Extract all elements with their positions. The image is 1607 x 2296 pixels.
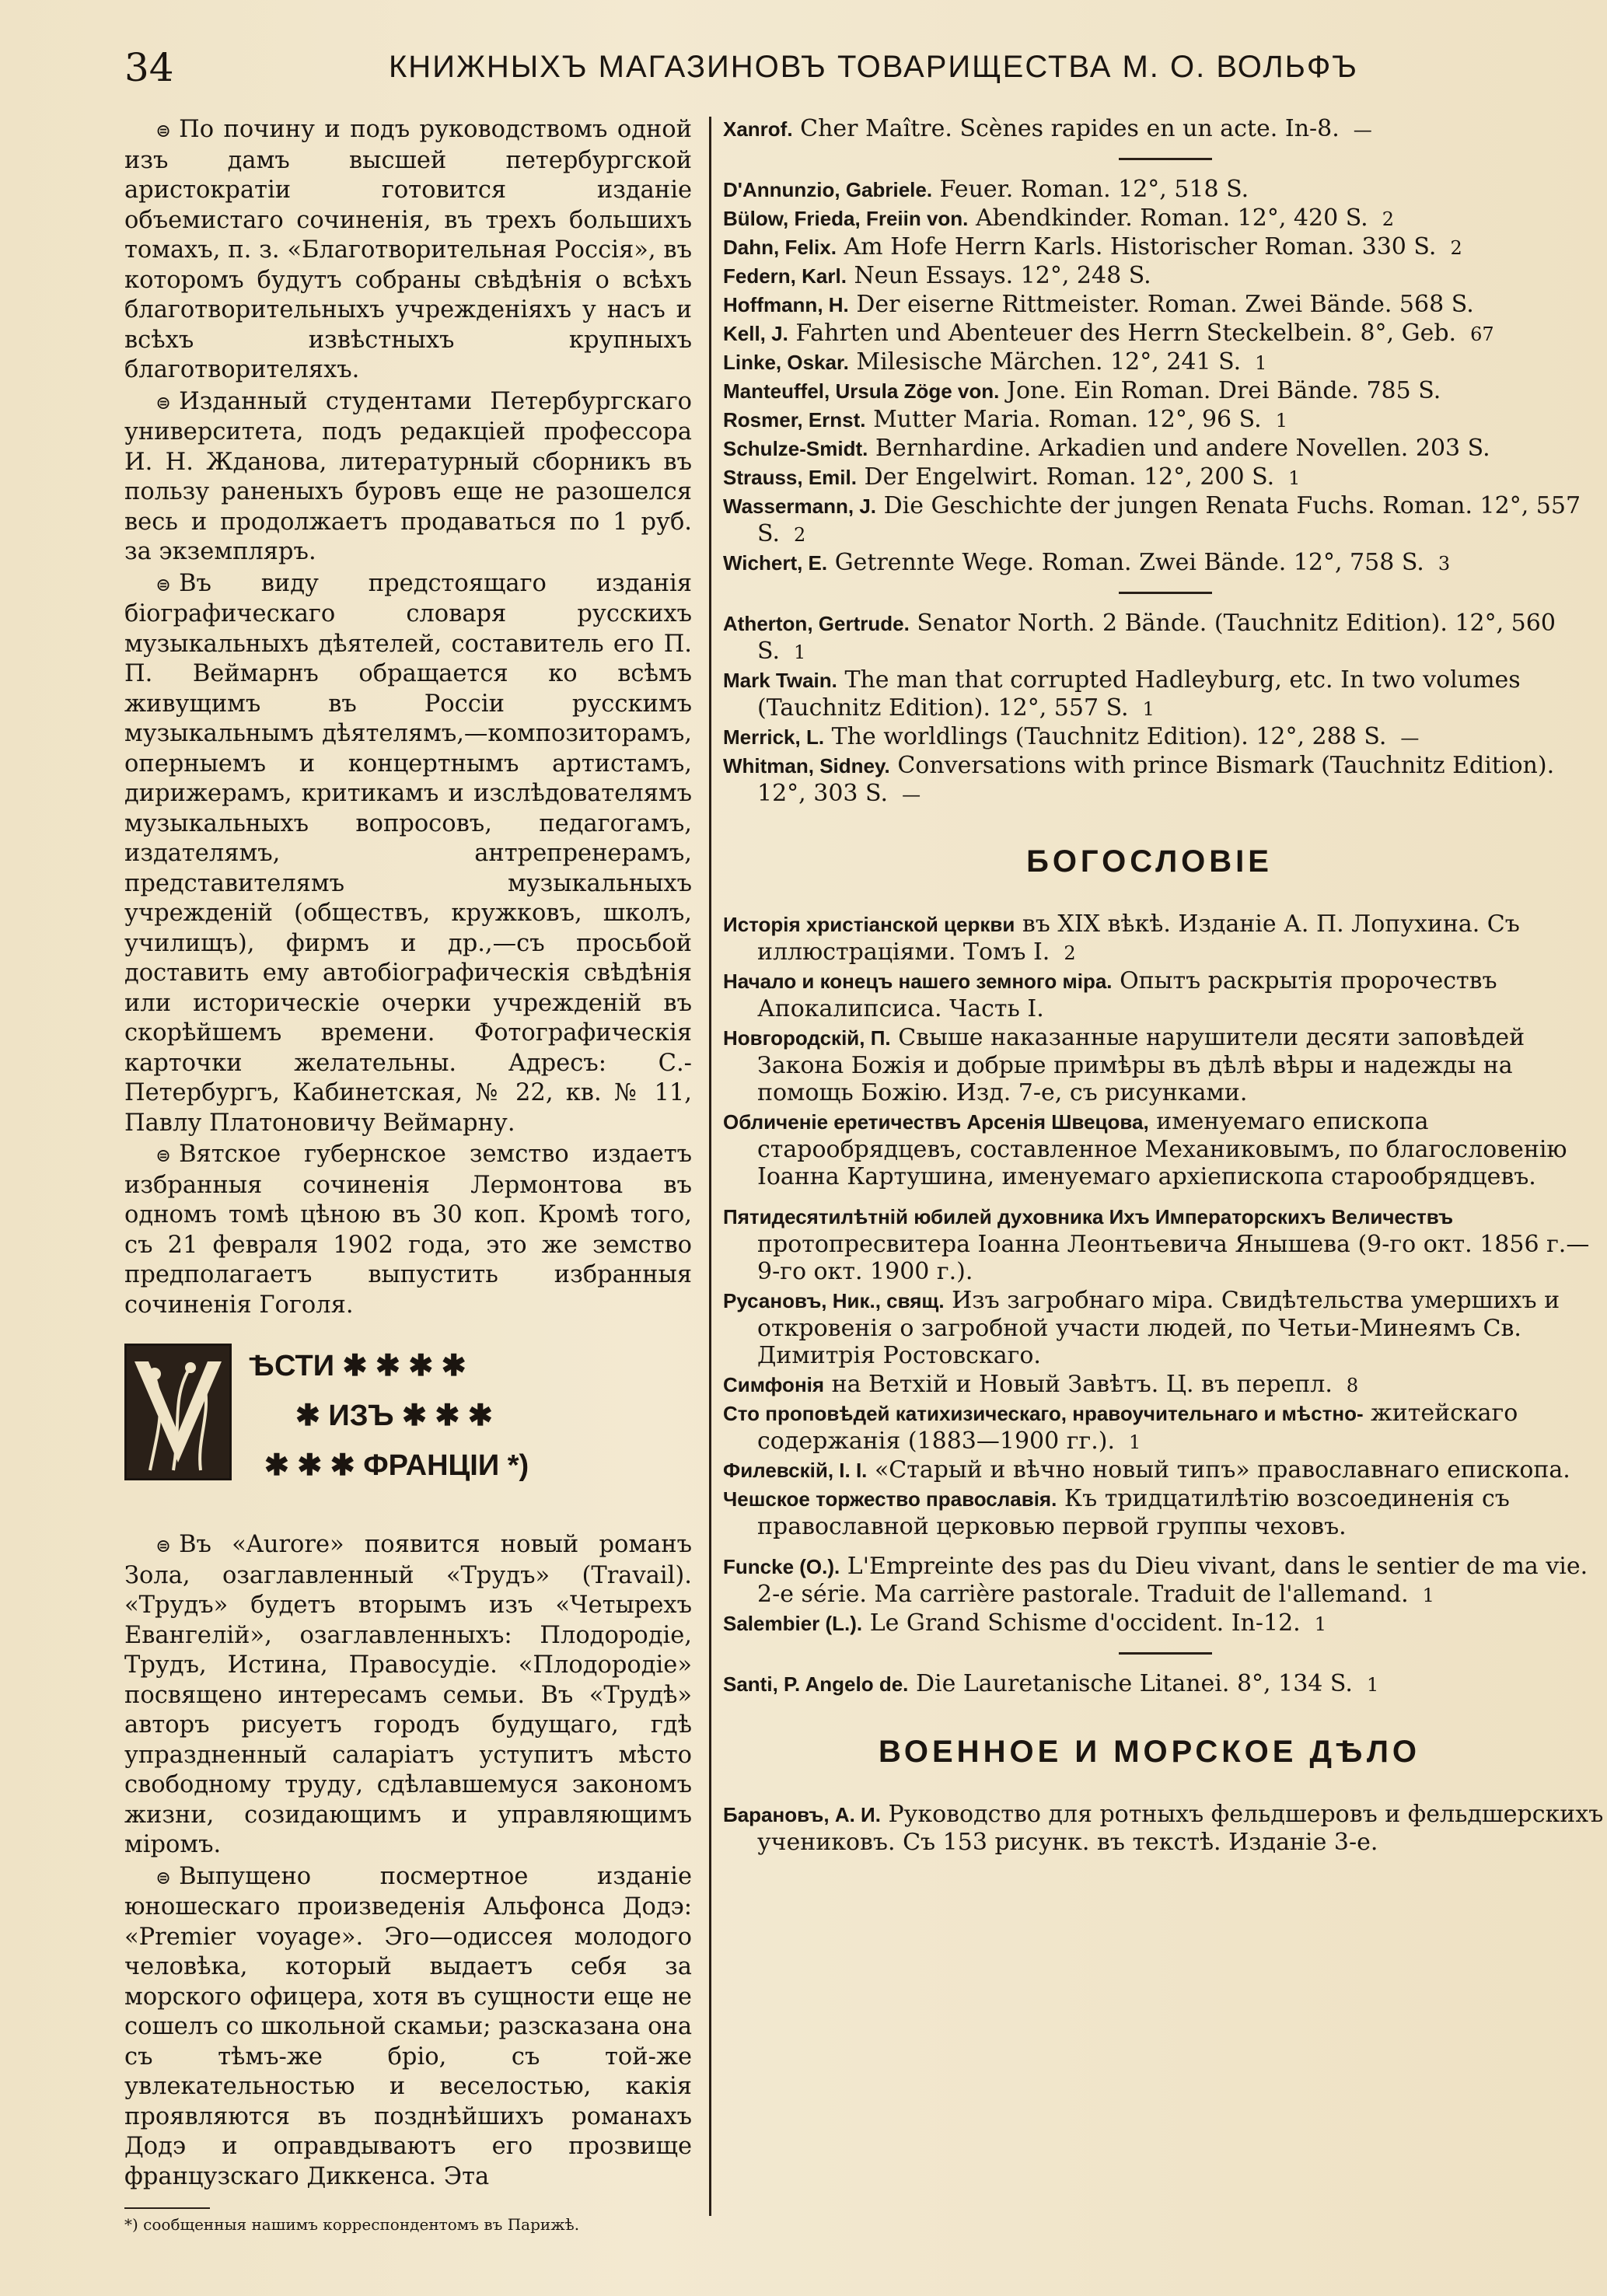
catalog-entry: [723, 406, 1607, 435]
section-heading-theology: БОГОСЛОВIЕ: [1026, 844, 1273, 879]
paragraph: [124, 569, 692, 1139]
entry-price: —: [1353, 119, 1372, 141]
paragraph: [124, 115, 692, 386]
entry-title: Cher Maître. Scènes rapides en un acte. In-8.: [800, 115, 1340, 142]
entry-author: Rosmer, Ernst.: [723, 408, 866, 432]
entry-title: житейскаго содержанiя (1883—1900 гг.).: [757, 1400, 1518, 1455]
entries-french: [723, 115, 1607, 144]
entry-title: Milesische Märchen. 12°, 241 S.: [856, 348, 1242, 376]
catalog-entry: [723, 1456, 1607, 1485]
entry-author: Kell, J.: [723, 322, 788, 345]
entry-price: 3: [1438, 553, 1451, 575]
column-divider: [709, 117, 711, 2216]
entry-price: [1536, 1167, 1550, 1189]
catalog-entry: [723, 549, 1607, 578]
entry-title: Изъ загробнаго мiра. Свидѣтельства умершихъ и откровенiя о загробной участи людей, по Четьи-Минеямъ Св. Димитрiя Ростовскаго.: [757, 1287, 1560, 1369]
entry-author: Schulze-Smidt.: [723, 437, 868, 460]
catalog-entry: [723, 1287, 1607, 1371]
paragraph-mark-icon: ⊜: [155, 1866, 172, 1889]
catalog-entry: [723, 348, 1607, 377]
catalog-entry: [723, 435, 1607, 463]
entry-title: Abendkinder. Roman. 12°, 420 S.: [975, 204, 1368, 232]
paragraph-mark-icon: ⊜: [155, 573, 172, 596]
section-rule: [1119, 158, 1212, 160]
paragraph-mark-icon: ⊜: [155, 1145, 172, 1166]
entry-author: Филевскiй, I. I.: [723, 1459, 868, 1482]
catalog-entry: [723, 291, 1607, 320]
entry-price: [1490, 439, 1504, 460]
entry-author: Русановъ, Ник., свящ.: [723, 1289, 945, 1312]
entry-price: 1: [1255, 352, 1267, 374]
entry-price: 2: [794, 524, 806, 546]
entry-author: Wassermann, J.: [723, 494, 877, 518]
entry-title: на Ветхiй и Новый Завѣтъ. Ц. въ перепл.: [831, 1371, 1333, 1398]
catalog-entry: [723, 463, 1607, 492]
entry-price: [1347, 1517, 1361, 1539]
paragraph-text: По почину и подъ руководствомъ одной изъ дамъ высшей петербургской аристократiи готовится изданiе объемистаго сочиненiя, въ трехъ большихъ томахъ, п. з. «Благотворительная Россiя», въ которомъ будутъ собраны свѣдѣнiя о всѣхъ благотворительныхъ учрежденiяхъ у насъ и всѣхъ извѣстныхъ крупныхъ благотворителяхъ.: [124, 116, 692, 383]
paragraph-text: Вятское губернское земство издаетъ избранныя сочиненiя Лермонтова въ одномъ томѣ цѣною въ 30 коп. Кромѣ того, съ 21 февраля 1902 года, это же земство предполагаетъ выпустить избранныя сочиненiя Гоголя.: [124, 1141, 692, 1319]
entry-price: 2: [1450, 237, 1462, 259]
entry-price: 1: [1128, 1431, 1141, 1453]
right-column: [723, 115, 1607, 1857]
entry-price: 1: [1366, 1674, 1379, 1696]
entry-price: 2: [1382, 208, 1394, 230]
entry-title: Die Geschichte der jungen Renata Fuchs. Roman. 12°, 557 S.: [757, 492, 1581, 547]
catalog-entry: [723, 1801, 1607, 1857]
entry-author: Новгородскiй, П.: [723, 1026, 891, 1050]
paragraph-text: Въ «Aurore» появится новый романъ Зола, озаглавленный «Трудъ» (Travail). «Трудъ» будетъ вторымъ изъ «Четырехъ Евангелiй», озаглавленныхъ: Плодородiе, Трудъ, Истина, Правосудiе. «Плодородiе» посвящено интересамъ семьи. Въ «Трудѣ» авторъ рисуетъ городъ будущаго, гдѣ упраздненный саларiатъ уступитъ мѣсто свободному труду, сдѣлавшемуся закономъ жизни, созидающимъ и управляющимъ мiромъ.: [124, 1531, 692, 1858]
entry-price: 1: [794, 641, 806, 663]
entry-price: [1247, 1083, 1261, 1105]
entry-author: Salembier (L.).: [723, 1612, 863, 1635]
entry-price: 1: [1288, 467, 1301, 489]
catalog-entry: [723, 1400, 1607, 1456]
entry-title: именуемаго епископа старообрядцевъ, составленное Механиковымъ, по благословенiю Iоанна Картушина, именуемаго архiепископа старообрядцевъ.: [757, 1108, 1567, 1190]
entry-title: Feuer. Roman. 12°, 518 S.: [939, 176, 1249, 203]
theology-entries-3: [723, 1553, 1607, 1638]
catalog-entry: [723, 1024, 1607, 1108]
catalog-entry: [723, 176, 1607, 204]
entry-author: Начало и конецъ нашего земного мiра.: [723, 970, 1113, 993]
entry-author: Обличенiе еретичествъ Арсенiя Швецова,: [723, 1110, 1149, 1134]
catalog-entry: [723, 1609, 1607, 1638]
footnote: *) сообщенныя нашимъ корреспондентомъ въ Парижѣ.: [124, 2215, 580, 2234]
running-title: КНИЖНЫХЪ МАГАЗИНОВЪ ТОВАРИЩЕСТВА М. О. ВОЛЬФЪ: [389, 50, 1358, 84]
entry-title: Опытъ раскрытiя пророчествъ Апокалипсиса. Часть I.: [757, 967, 1497, 1022]
entry-author: Xanrof.: [723, 117, 793, 141]
entry-price: [1044, 999, 1058, 1021]
paragraph: [124, 1140, 692, 1320]
entry-price: —: [1400, 727, 1420, 749]
catalog-entry: [723, 1108, 1607, 1192]
catalog-entry: [723, 1485, 1607, 1542]
entry-title: Am Hofe Herrn Karls. Historischer Roman. 330 S.: [844, 233, 1437, 260]
catalog-entry: [723, 967, 1607, 1024]
entry-title: Senator North. 2 Bände. (Tauchnitz Edition). 12°, 560 S.: [757, 610, 1556, 665]
section-rule: [1119, 1652, 1212, 1655]
entries-english: [723, 610, 1607, 809]
entry-title: Getrennte Wege. Roman. Zwei Bände. 12°, 758 S.: [834, 549, 1424, 576]
ornamental-initial-V: [124, 1344, 232, 1480]
catalog-entry: [723, 1670, 1607, 1699]
france-news-heading: [124, 1344, 692, 1499]
france-paragraphs: [124, 1530, 692, 2192]
paragraph-mark-icon: ⊜: [155, 391, 172, 414]
catalog-entry: [723, 204, 1607, 233]
entry-title: Die Lauretanische Litanei. 8°, 134 S.: [915, 1670, 1353, 1697]
theology-entries-4: [723, 1670, 1607, 1699]
france-heading-line-2: ✱ ИЗЪ ✱ ✱ ✱: [295, 1400, 493, 1432]
entry-author: Linke, Oskar.: [723, 351, 849, 374]
entry-author: Bülow, Frieda, Freiin von.: [723, 207, 969, 230]
entry-author: Federn, Karl.: [723, 264, 847, 288]
entry-author: Santi, P. Angelo de.: [723, 1672, 909, 1696]
entry-author: Исторiя христiанской церкви: [723, 913, 1015, 936]
entry-title: Bernhardine. Arkadien und andere Novellen. 203 S.: [875, 435, 1490, 462]
catalog-entry: [723, 1203, 1607, 1287]
entry-price: 1: [1314, 1613, 1326, 1635]
paragraph: [124, 1530, 692, 1861]
catalog-entry: [723, 610, 1607, 666]
entry-author: Пятидесятилѣтнiй юбилей духовника Ихъ Императорскихъ Величествъ: [723, 1205, 1454, 1228]
entry-author: Atherton, Gertrude.: [723, 612, 910, 635]
paragraph: [124, 387, 692, 568]
catalog-entry: [723, 666, 1607, 723]
theology-entries-1: [723, 910, 1607, 1192]
entry-title: Jone. Ein Roman. Drei Bände. 785 S.: [1006, 377, 1441, 404]
entry-price: [1441, 381, 1455, 403]
entry-author: Dahn, Felix.: [723, 236, 837, 259]
entry-title: Къ тридцатилѣтiю возсоединенiя съ православной церковью первой группы чеховъ.: [757, 1485, 1510, 1540]
entry-price: [973, 1262, 987, 1284]
entry-title: Conversations with prince Bismark (Tauchnitz Edition). 12°, 303 S.: [757, 752, 1555, 807]
entry-title: Руководство для ротныхъ фельдшеровъ и фельдшерскихъ учениковъ. Съ 153 рисунк. въ текстѣ. Изданiе 3-е.: [757, 1801, 1604, 1856]
paragraph-text: Выпущено посмертное изданiе юношескаго произведенiя Альфонса Додэ: «Premier voyage». Эго—одиссея молодого человѣка, который выдаетъ себя за морского офицера, хотя въ сущности еще не сошелъ со школьной скамьи; разсказана она съ тѣмъ-же брiо, съ той-же увлекательностью и веселостью, какiя проявляются въ позднѣйшихъ романахъ Додэ и оправдываютъ его прозвище французскаго Диккенса. Эта: [124, 1862, 692, 2190]
entry-price: 1: [1422, 1585, 1434, 1606]
entry-author: Hoffmann, H.: [723, 293, 849, 316]
paragraph: [124, 1862, 692, 2193]
theology-entries-2: [723, 1203, 1607, 1542]
france-heading-line-1: ѢСТИ ✱ ✱ ✱ ✱: [249, 1350, 466, 1382]
entry-title: «Старый и вѣчно новый типъ» православнаго епископа.: [874, 1456, 1570, 1483]
entry-title: Der eiserne Rittmeister. Roman. Zwei Bände. 568 S.: [856, 291, 1474, 318]
entry-title: въ XIX вѣкѣ. Изданiе А. П. Лопухина. Съ иллюстрацiями. Томъ I.: [757, 910, 1520, 966]
entry-title: L'Empreinte des pas du Dieu vivant, dans le sentier de ma vie. 2-e série. Ma carrière pastorale. Traduit de l'allemand.: [757, 1553, 1588, 1608]
news-paragraphs: [124, 115, 692, 1320]
catalog-entry: [723, 752, 1607, 809]
entry-author: Strauss, Emil.: [723, 466, 857, 489]
entry-title: The man that corrupted Hadleyburg, etc. In two volumes (Tauchnitz Edition). 12°, 557 S.: [757, 666, 1521, 722]
entry-author: Merrick, L.: [723, 725, 825, 749]
military-entries: [723, 1801, 1607, 1857]
entry-author: D'Annunzio, Gabriele.: [723, 178, 933, 201]
entry-price: —: [902, 784, 921, 806]
entry-price: [1249, 180, 1263, 201]
entry-author: Wichert, E.: [723, 551, 828, 575]
entry-price: 8: [1346, 1375, 1359, 1396]
catalog-entry: [723, 377, 1607, 406]
entry-price: [1378, 1833, 1392, 1854]
entry-price: 2: [1064, 942, 1076, 964]
left-column: [124, 115, 692, 2235]
page-number: 34: [124, 45, 174, 90]
entry-price: 67: [1470, 323, 1494, 345]
entry-author: Mark Twain.: [723, 669, 837, 692]
entry-author: Manteuffel, Ursula Zöge von.: [723, 379, 1000, 403]
catalog-entry: [723, 492, 1607, 549]
catalog-entry: [723, 723, 1607, 752]
section-rule: [1119, 592, 1212, 594]
entry-price: [1474, 295, 1488, 316]
footnote-rule: [124, 2207, 210, 2209]
entry-title: Der Engelwirt. Roman. 12°, 200 S.: [864, 463, 1275, 491]
entry-price: [1041, 1346, 1055, 1368]
catalog-entry: [723, 1553, 1607, 1609]
entry-title: протопресвитера Iоанна Леонтьевича Янышева (9-го окт. 1856 г.—9-го окт. 1900 г.).: [757, 1231, 1590, 1285]
paragraph-mark-icon: ⊜: [155, 1535, 172, 1557]
entry-author: Funcke (O.).: [723, 1555, 840, 1578]
entry-title: Свыше наказанные нарушители десяти заповѣдей Закона Божiя и добрые примѣры въ дѣлѣ вѣры и надежды на помощь Божiю. Изд. 7-е, съ рисунками.: [757, 1024, 1525, 1106]
catalog-entry: [723, 910, 1607, 967]
entry-author: Чешское торжество православiя.: [723, 1487, 1057, 1511]
entry-price: [1151, 266, 1165, 288]
entry-price: [1570, 1460, 1584, 1482]
entry-title: Mutter Maria. Roman. 12°, 96 S.: [873, 406, 1262, 433]
entries-german: [723, 176, 1607, 578]
entry-price: 1: [1275, 410, 1287, 432]
entry-title: Fahrten und Abenteuer des Herrn Steckelbein. 8°, Geb.: [795, 320, 1457, 347]
catalog-entry: [723, 1371, 1607, 1400]
section-heading-military: ВОЕННОЕ И МОРСКОЕ ДѢЛО: [879, 1735, 1420, 1769]
catalog-entry: [723, 320, 1607, 348]
paragraph-text: Изданный студентами Петербургскаго университета, подъ редакцiей профессора И. Н. Жданова, литературный сборникъ въ пользу раненыхъ буровъ еще не разошелся весь и продолжаетъ продаваться по 1 руб. за экземпляръ.: [124, 387, 692, 565]
page-header: [124, 37, 1576, 100]
entry-author: Whitman, Sidney.: [723, 754, 890, 778]
entry-author: Сто проповѣдей катихизическаго, нравоучительнаго и мѣстно-: [723, 1402, 1364, 1425]
paragraph-mark-icon: ⊜: [155, 120, 172, 142]
france-heading-line-3: ✱ ✱ ✱ ФРАНЦIИ *): [264, 1449, 529, 1482]
entry-title: Neun Essays. 12°, 248 S.: [854, 262, 1151, 289]
entry-author: Барановъ, А. И.: [723, 1803, 881, 1826]
entry-author: Симфонiя: [723, 1373, 825, 1396]
entry-title: Le Grand Schisme d'occident. In-12.: [869, 1609, 1301, 1637]
catalog-entry: [723, 262, 1607, 291]
entry-title: The worldlings (Tauchnitz Edition). 12°, 288 S.: [831, 723, 1387, 750]
catalog-entry: [723, 233, 1607, 262]
catalog-entry: [723, 115, 1607, 144]
entry-price: 1: [1142, 698, 1155, 720]
paragraph-text: Въ виду предстоящаго изданiя бiографическаго словаря русскихъ музыкальныхъ дѣятелей, составитель его П. П. Веймарнъ обращается ко всѣмъ живущимъ въ Россiи русскимъ музыкальнымъ дѣятелямъ,—композиторамъ, оперныемъ и концертнымъ артистамъ, дирижерамъ, критикамъ и изслѣдователямъ музыкальныхъ вопросовъ, педагогамъ, издателямъ, антрепренерамъ, представителямъ музыкальныхъ учрежденiй (обществъ, кружковъ, школъ, училищъ), фирмъ и др.,—съ просьбой доставить ему автобiографическiя свѣдѣнiя или историческiе очерки учрежденiй въ скорѣйшемъ времени. Фотографическiя карточки желательны. Адресъ: С.-Петербургъ, Кабинетская, № 22, кв. № 11, Павлу Платоновичу Веймарну.: [124, 569, 692, 1137]
